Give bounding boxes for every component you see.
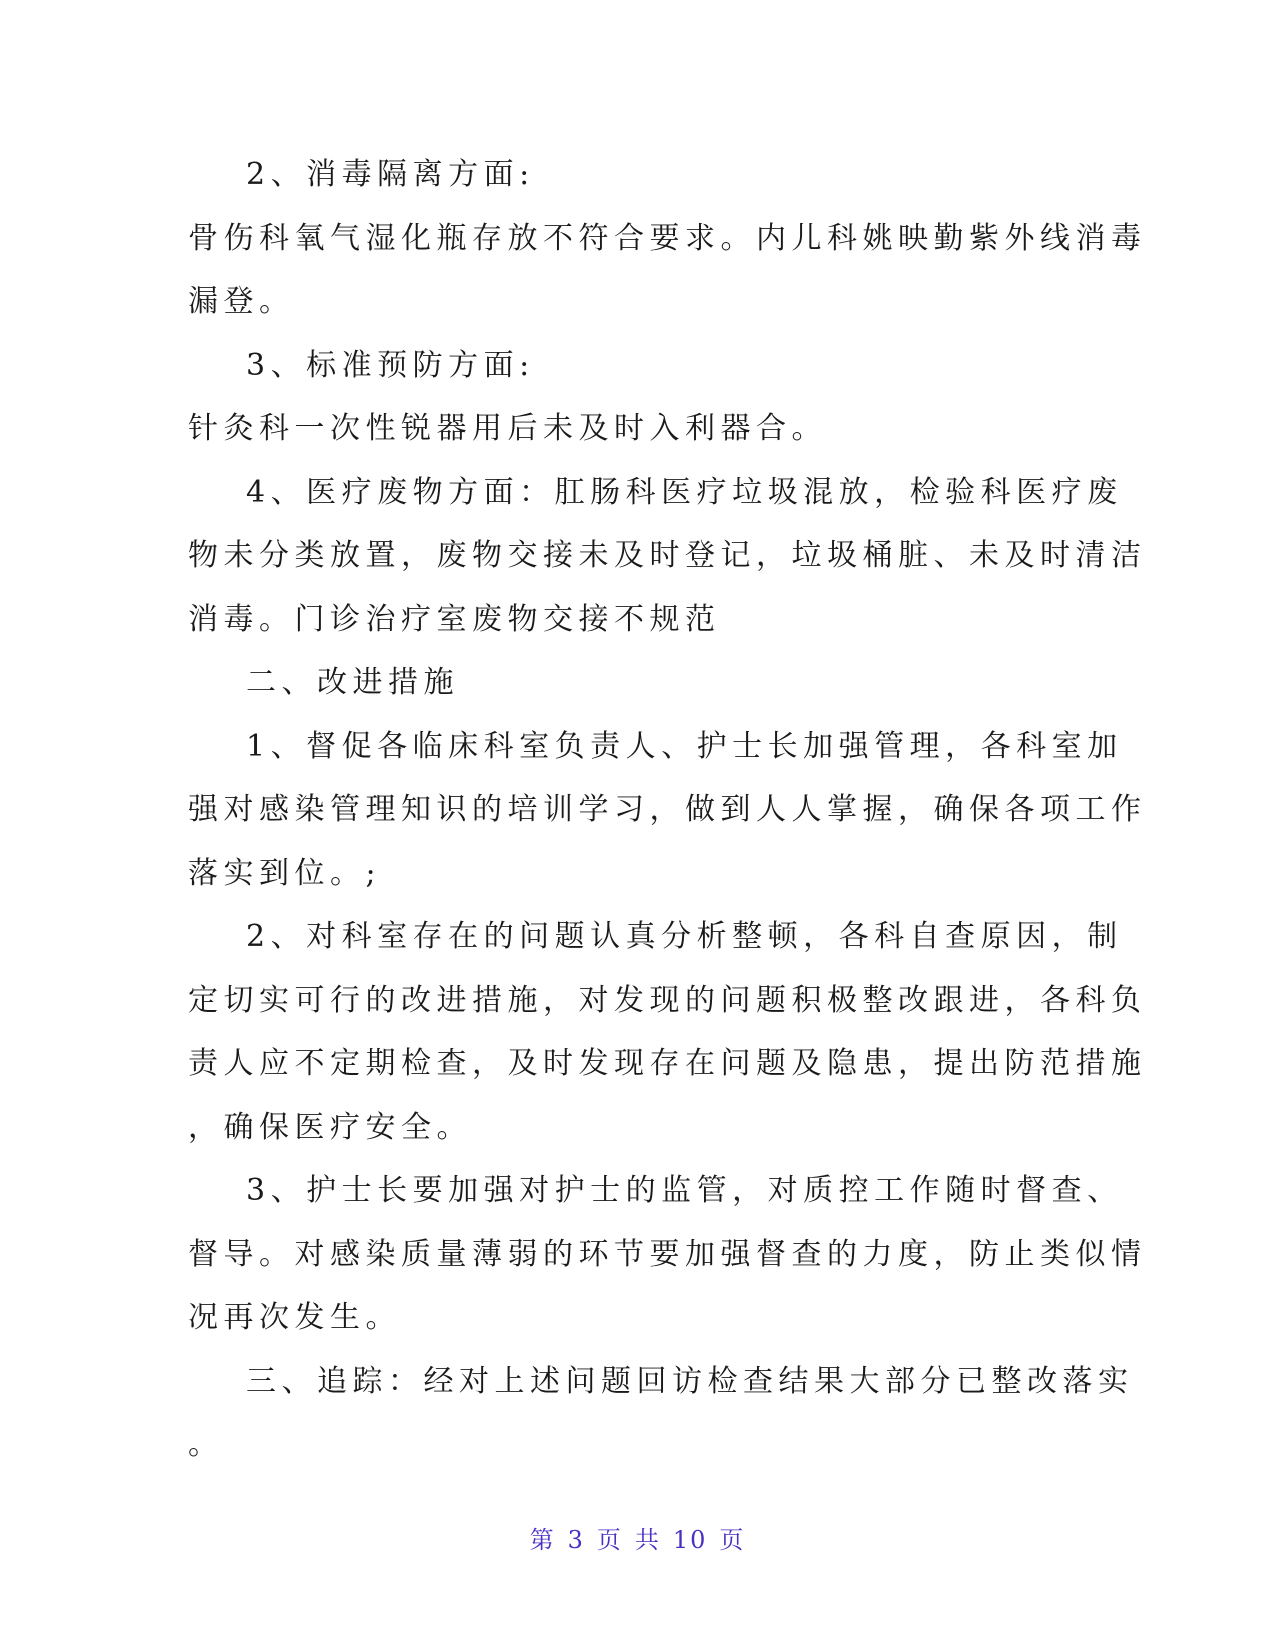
footer-total-suffix: 页 [719,1526,746,1554]
paragraph-improvement-1: 1、督促各临床科室负责人、护士长加强管理，各科室加 [246,728,1123,764]
footer-page-word: 页 [596,1526,623,1554]
paragraph-line: 漏登。 [188,284,295,319]
paragraph-line: 。 [188,1427,224,1462]
paragraph-line: ，确保医疗安全。 [188,1109,472,1145]
paragraph-line: 针灸科一次性锐器用后未及时入利器合。 [188,411,827,446]
paragraph-line: 强对感染管理知识的培训学习，做到人人掌握，确保各项工作 [188,792,1147,827]
footer-total-prefix: 共 [634,1526,661,1554]
paragraph-improvement-2: 2、对科室存在的问题认真分析整顿，各科自查原因，制 [246,919,1123,954]
paragraph-line: 定切实可行的改进措施，对发现的问题积极整改跟进，各科负 [188,982,1147,1018]
paragraph-line: 督导。对感染质量薄弱的环节要加强督查的力度，防止类似情 [188,1236,1147,1272]
paragraph-medical-waste: 4、医疗废物方面：肛肠科医疗垃圾混放，检验科医疗废 [246,474,1123,510]
section-heading-tracking: 三、追踪：经对上述问题回访检查结果大部分已整改落实 [246,1363,1134,1399]
page-footer [0,1520,1275,1555]
paragraph-line: 况再次发生。 [188,1300,401,1335]
paragraph-line: 骨伤科氧气湿化瓶存放不符合要求。内儿科姚映勤紫外线消毒 [188,220,1147,256]
footer-current-page: 3 [567,1526,585,1554]
document-body [188,143,1147,1477]
paragraph-improvement-3: 3、护士长要加强对护士的监管，对质控工作随时督查、 [246,1173,1123,1208]
section-heading-disinfection: 2、消毒隔离方面: [246,157,535,192]
footer-total-pages: 10 [672,1526,708,1554]
footer-page-prefix: 第 [529,1526,556,1554]
section-heading-improvement: 二、改进措施 [246,665,459,700]
paragraph-line: 责人应不定期检查，及时发现存在问题及隐患，提出防范措施 [188,1046,1147,1081]
paragraph-line: 物未分类放置，废物交接未及时登记，垃圾桶脏、未及时清洁 [188,538,1147,573]
section-heading-standard-prevention: 3、标准预防方面: [246,347,535,383]
paragraph-line: 落实到位。; [188,855,382,891]
paragraph-line: 消毒。门诊治疗室废物交接不规范 [188,601,721,637]
